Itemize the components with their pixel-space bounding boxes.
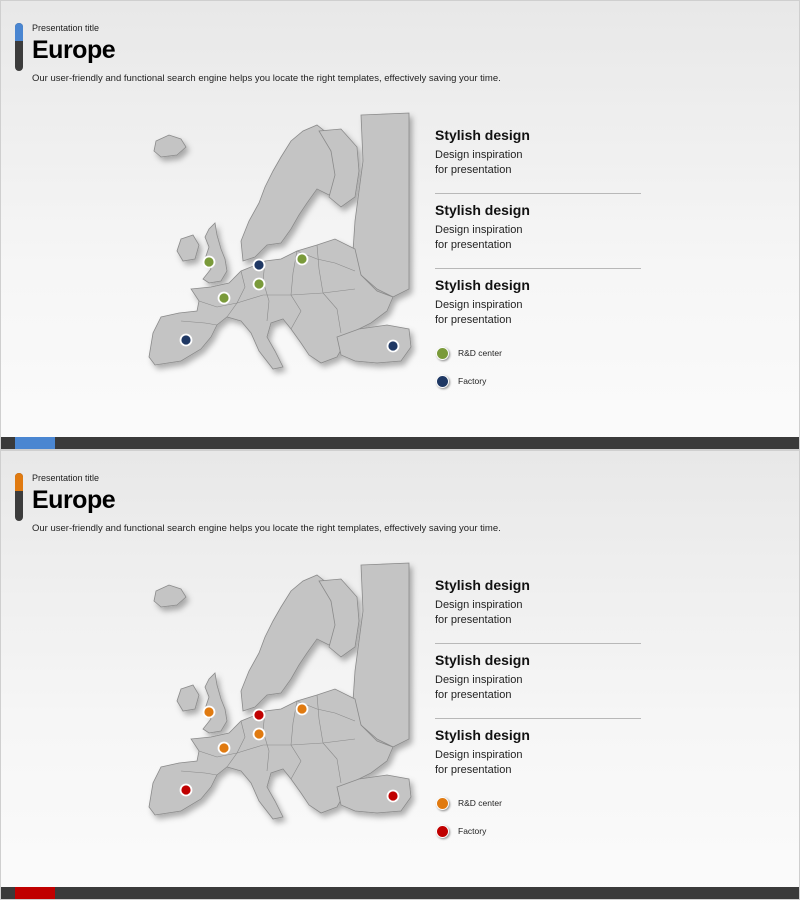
legend-dot-factory	[436, 375, 449, 388]
feature-text: Design inspiration for presentation	[435, 674, 523, 701]
legend-label: Factory	[458, 826, 487, 836]
marker-factory-germany[interactable]	[254, 260, 265, 271]
feature-text: Design inspiration for presentation	[435, 224, 523, 251]
legend-item-rnd	[436, 339, 502, 367]
ireland-shape	[177, 235, 199, 261]
feature-text: Design inspiration for presentation	[435, 599, 523, 626]
footer-bar	[1, 887, 800, 899]
map-legend	[436, 339, 502, 395]
europe-map	[141, 561, 421, 836]
feature-list	[435, 577, 641, 802]
subtitle: Our user-friendly and functional search engine helps you locate the right templates, effectively saving your time.	[32, 523, 501, 534]
legend-dot-rnd	[436, 797, 449, 810]
feature-item	[435, 652, 641, 727]
scandinavia-shape	[241, 125, 339, 261]
feature-heading: Stylish design	[435, 202, 530, 218]
scandinavia-shape	[241, 575, 339, 711]
map-legend	[436, 789, 502, 845]
footer-accent	[15, 437, 55, 449]
feature-item	[435, 127, 641, 202]
legend-label: R&D center	[458, 798, 502, 808]
feature-list	[435, 127, 641, 352]
ireland-shape	[177, 685, 199, 711]
pretitle: Presentation title	[32, 23, 100, 33]
marker-rnd-france[interactable]	[219, 743, 230, 754]
footer-accent	[15, 887, 55, 899]
marker-rnd-france[interactable]	[219, 293, 230, 304]
subtitle: Our user-friendly and functional search engine helps you locate the right templates, effectively saving your time.	[32, 73, 501, 84]
marker-factory-germany[interactable]	[254, 710, 265, 721]
iceland-shape	[154, 135, 186, 157]
feature-text: Design inspiration for presentation	[435, 749, 523, 776]
feature-item	[435, 202, 641, 277]
legend-item-factory	[436, 367, 502, 395]
feature-item	[435, 577, 641, 652]
feature-heading: Stylish design	[435, 727, 530, 743]
page-title: Europe	[32, 486, 116, 514]
legend-item-factory	[436, 817, 502, 845]
marker-factory-turkey[interactable]	[388, 341, 399, 352]
legend-dot-factory	[436, 825, 449, 838]
russia-east-shape	[353, 563, 409, 747]
feature-heading: Stylish design	[435, 127, 530, 143]
legend-dot-rnd	[436, 347, 449, 360]
marker-rnd-poland[interactable]	[297, 254, 308, 265]
feature-text: Design inspiration for presentation	[435, 299, 523, 326]
marker-rnd-poland[interactable]	[297, 704, 308, 715]
marker-rnd-uk[interactable]	[204, 257, 215, 268]
great-britain-shape	[203, 673, 227, 733]
europe-map	[141, 111, 421, 386]
title-accent-bar	[15, 23, 23, 71]
marker-rnd-uk[interactable]	[204, 707, 215, 718]
legend-label: R&D center	[458, 348, 502, 358]
legend-label: Factory	[458, 376, 487, 386]
legend-item-rnd	[436, 789, 502, 817]
feature-heading: Stylish design	[435, 277, 530, 293]
page-title: Europe	[32, 36, 116, 64]
footer-bar	[1, 437, 800, 449]
great-britain-shape	[203, 223, 227, 283]
iceland-shape	[154, 585, 186, 607]
marker-factory-turkey[interactable]	[388, 791, 399, 802]
marker-factory-spain[interactable]	[181, 785, 192, 796]
title-accent-bar	[15, 473, 23, 521]
marker-rnd-germany-south[interactable]	[254, 729, 265, 740]
title-accent-fill	[15, 23, 23, 41]
feature-heading: Stylish design	[435, 577, 530, 593]
marker-rnd-germany-south[interactable]	[254, 279, 265, 290]
title-accent-fill	[15, 473, 23, 491]
russia-east-shape	[353, 113, 409, 297]
feature-heading: Stylish design	[435, 652, 530, 668]
slide-2	[0, 450, 800, 900]
marker-factory-spain[interactable]	[181, 335, 192, 346]
feature-text: Design inspiration for presentation	[435, 149, 523, 176]
pretitle: Presentation title	[32, 473, 100, 483]
